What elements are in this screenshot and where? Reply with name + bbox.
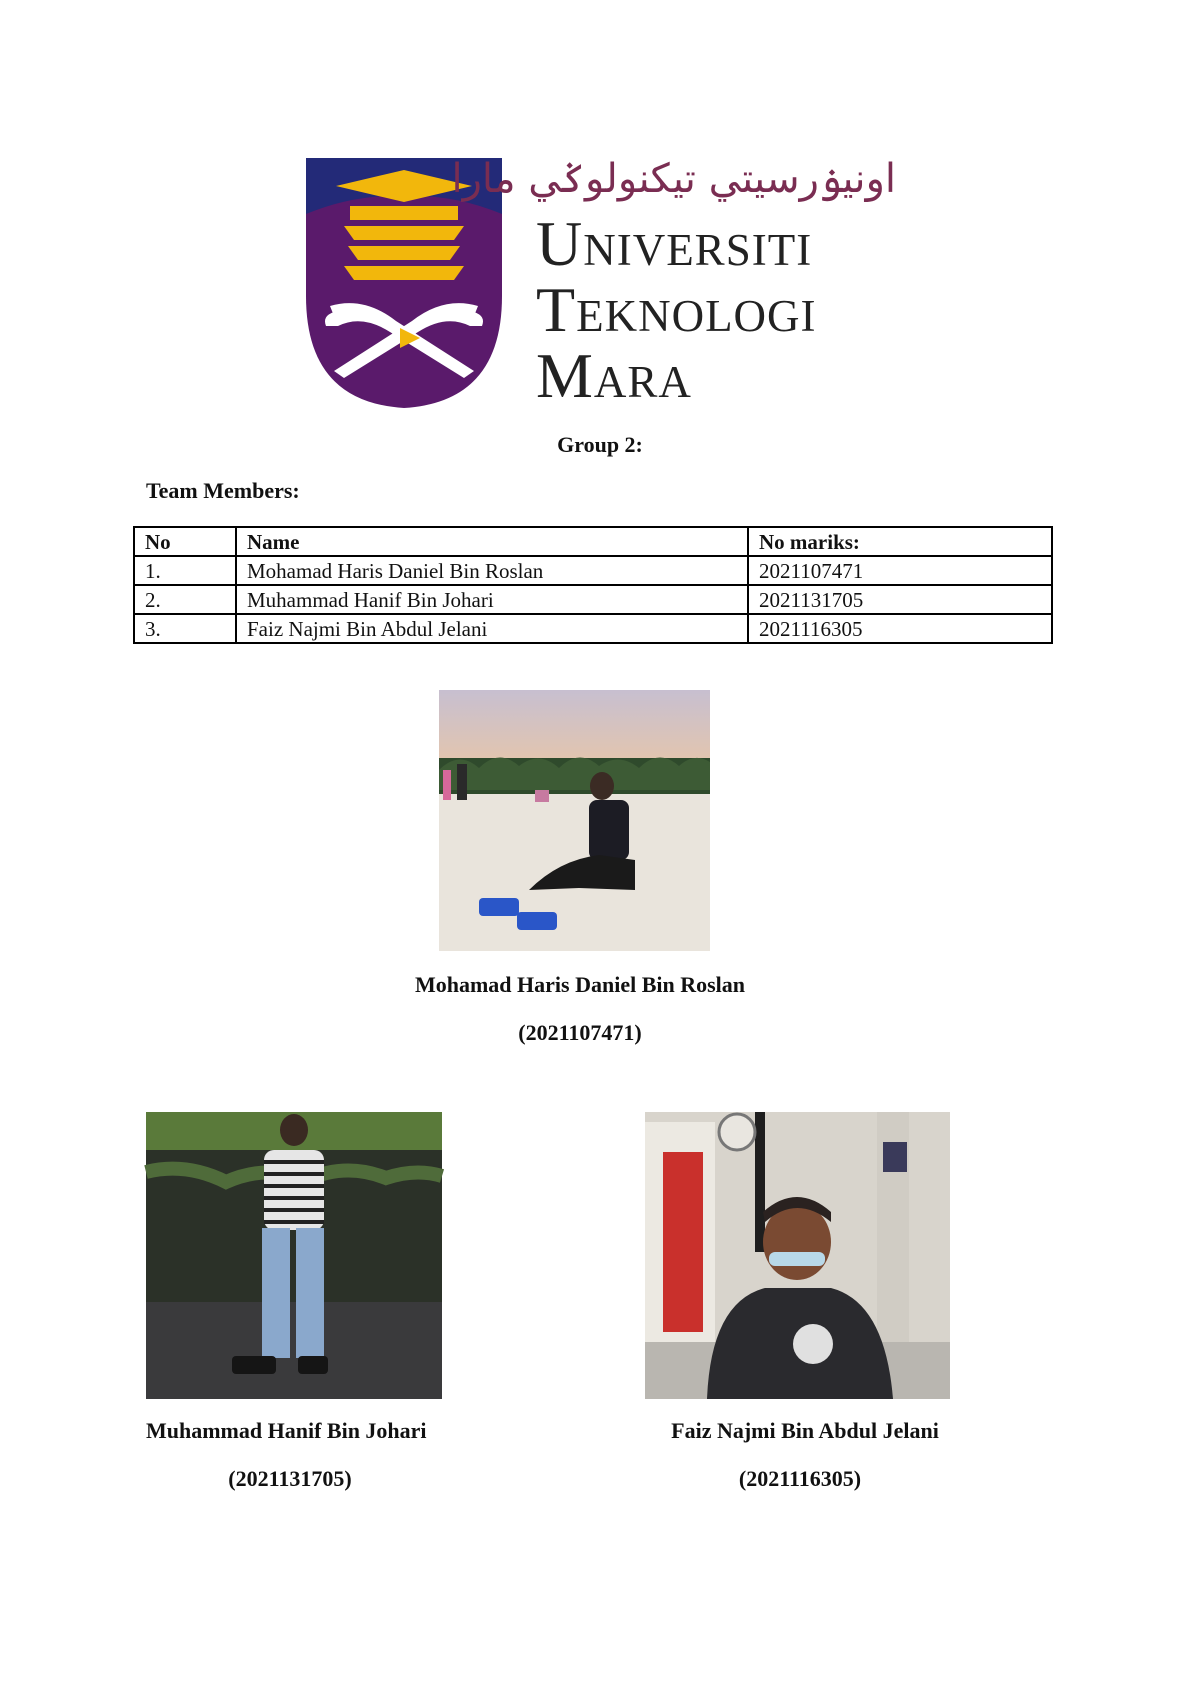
table-row — [134, 585, 1052, 614]
cell-id: 2021131705 — [748, 585, 1052, 614]
member-photo-2 — [146, 1112, 442, 1399]
cell-no: 1. — [134, 556, 236, 585]
table-row — [134, 614, 1052, 643]
cell-id: 2021107471 — [748, 556, 1052, 585]
logo-jawi-text: اونيۏرسيتي تيكنولوݢي مارا — [451, 156, 896, 202]
header-id: No mariks: — [748, 527, 1052, 556]
cell-no: 2. — [134, 585, 236, 614]
group-title: Group 2: — [557, 432, 643, 457]
cell-name: Mohamad Haris Daniel Bin Roslan — [236, 556, 748, 585]
member-photo-1 — [439, 690, 710, 951]
member-photo-3 — [645, 1112, 950, 1399]
logo-wordmark — [536, 208, 904, 411]
member-id-1: (2021107471) — [518, 1020, 642, 1045]
team-members-heading: Team Members: — [146, 478, 300, 503]
table-row — [134, 556, 1052, 585]
table-header-row — [134, 527, 1052, 556]
member-id-2: (2021131705) — [228, 1466, 352, 1491]
logo-line-3: Mara — [536, 340, 692, 411]
logo-line-1: Universiti — [536, 208, 813, 279]
university-logo — [304, 150, 904, 410]
cell-name: Faiz Najmi Bin Abdul Jelani — [236, 614, 748, 643]
cell-id: 2021116305 — [748, 614, 1052, 643]
member-id-3: (2021116305) — [738, 1466, 862, 1491]
member-name-3: Faiz Najmi Bin Abdul Jelani — [671, 1418, 939, 1443]
members-table — [133, 526, 1053, 644]
cell-name: Muhammad Hanif Bin Johari — [236, 585, 748, 614]
header-name: Name — [236, 527, 748, 556]
header-no: No — [134, 527, 236, 556]
member-name-1: Mohamad Haris Daniel Bin Roslan — [414, 972, 746, 997]
member-name-2: Muhammad Hanif Bin Johari — [146, 1418, 427, 1443]
cell-no: 3. — [134, 614, 236, 643]
logo-line-2: Teknologi — [536, 274, 817, 345]
